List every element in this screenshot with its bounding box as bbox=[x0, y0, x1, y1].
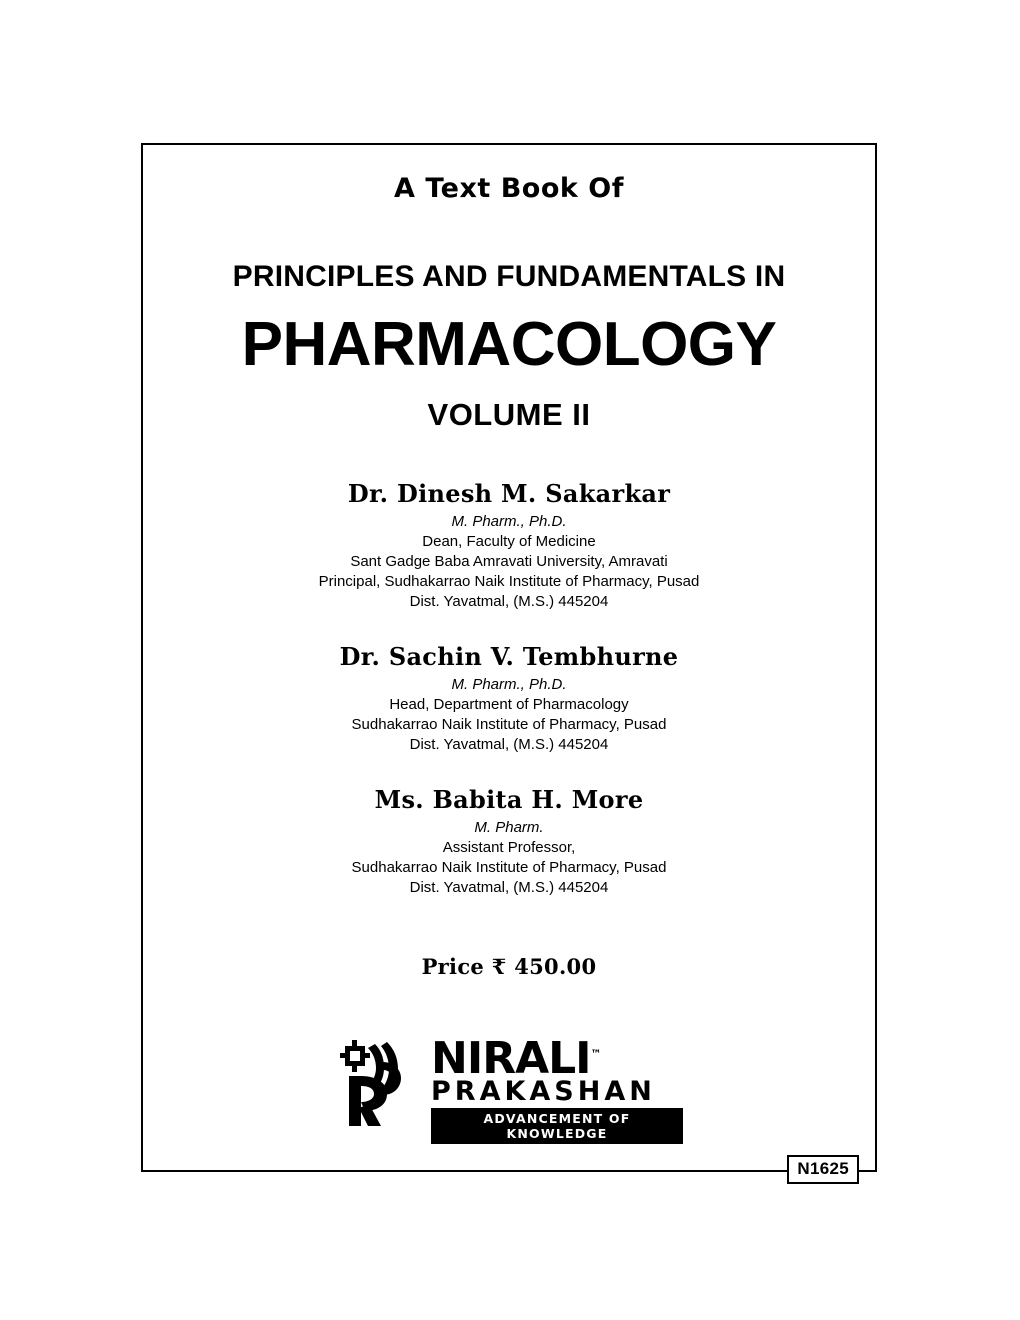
publisher-name bbox=[431, 1033, 681, 1084]
author-affiliation-line: Assistant Professor, bbox=[442, 839, 576, 857]
author-degree: M. Pharm., Ph.D. bbox=[451, 513, 567, 531]
author-degree: M. Pharm. bbox=[474, 819, 544, 837]
title-page-border bbox=[141, 143, 877, 1178]
author-affiliation-line: Dist. Yavatmal, (M.S.) 445204 bbox=[409, 593, 609, 611]
author-affiliation-line: Sudhakarrao Naik Institute of Pharmacy, Pusad bbox=[351, 859, 667, 877]
author-entry bbox=[169, 642, 849, 755]
author-affiliation-line: Principal, Sudhakarrao Naik Institute of Pharmacy, Pusad bbox=[318, 573, 700, 591]
author-affiliation-line: Dist. Yavatmal, (M.S.) 445204 bbox=[409, 879, 609, 897]
authors-list bbox=[169, 479, 849, 898]
catalog-code-badge: N1625 bbox=[787, 1155, 859, 1184]
publisher-subname: PRAKASHAN bbox=[431, 1075, 656, 1107]
author-entry bbox=[169, 479, 849, 612]
nirali-swastika-logo-icon bbox=[339, 1038, 435, 1130]
publisher-logo bbox=[143, 1033, 875, 1142]
author-name: Dr. Sachin V. Tembhurne bbox=[339, 642, 679, 672]
page-title: PHARMACOLOGY bbox=[241, 310, 777, 379]
publisher-wordmark bbox=[431, 1033, 681, 1144]
author-degree: M. Pharm., Ph.D. bbox=[451, 676, 567, 694]
page-volume: VOLUME II bbox=[427, 397, 591, 433]
author-affiliation-line: Dist. Yavatmal, (M.S.) 445204 bbox=[409, 736, 609, 754]
publisher-tagline: ADVANCEMENT OF KNOWLEDGE bbox=[431, 1108, 683, 1144]
page-supertitle: A Text Book Of bbox=[394, 173, 624, 204]
title-page-content bbox=[143, 173, 875, 1198]
author-entry bbox=[169, 785, 849, 898]
trademark-icon: ™ bbox=[590, 1047, 601, 1061]
author-affiliation-line: Dean, Faculty of Medicine bbox=[422, 533, 596, 551]
price-label: Price ₹ 450.00 bbox=[421, 954, 597, 980]
author-name: Ms. Babita H. More bbox=[374, 785, 644, 815]
author-affiliation-line: Sant Gadge Baba Amravati University, Amravati bbox=[350, 553, 668, 571]
author-affiliation-line: Sudhakarrao Naik Institute of Pharmacy, Pusad bbox=[351, 716, 667, 734]
author-affiliation-line: Head, Department of Pharmacology bbox=[389, 696, 629, 714]
author-name: Dr. Dinesh M. Sakarkar bbox=[347, 479, 671, 509]
page-subject-line: PRINCIPLES AND FUNDAMENTALS IN bbox=[232, 260, 786, 293]
publisher-name-text: NIRALI bbox=[431, 1033, 591, 1084]
